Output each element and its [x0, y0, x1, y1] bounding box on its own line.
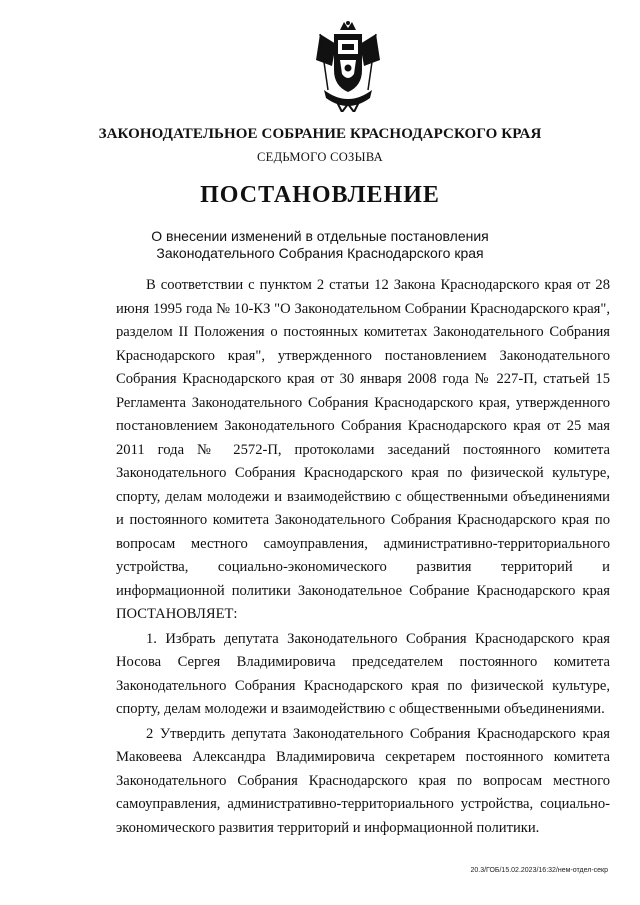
coat-of-arms-icon	[306, 20, 390, 112]
preamble-paragraph: В соответствии с пунктом 2 статьи 12 Закона Краснодарского края от 28 июня 1995 года № 10-КЗ "О Законодательном Собрании Краснодарского края", разделом II Положения о постоянных комитетах Законодательного Собрания Краснодарского края", утвержденного постановлением Законодательного Собрания Краснодарского края от 30 января 2008 года № 227-П, статьей 15 Регламента Законодательного Собрания Краснодарского края, утвержденного постановлением Законодательного Собрания Краснодарского края от 25 мая 2011 года № 2572-П, протоколами заседаний постоянного комитета Законодательного Собрания Краснодарского края по физической культуре, спорту, делам молодежи и взаимодействию с общественными объединениями и постоянного комитета Законодательного Собрания Краснодарского края по вопросам местного самоуправления, административно-территориального устройства, социально-экономического развития территорий и информационной политики Законодательное Собрание Краснодарского края ПОСТАНОВЛЯЕТ:	[116, 277, 610, 622]
organization-name: ЗАКОНОДАТЕЛЬНОЕ СОБРАНИЕ КРАСНОДАРСКОГО КРАЯ	[98, 126, 542, 142]
resolution-item-2: 2 Утвердить депутата Законодательного Собрания Краснодарского края Маковеева Александра Владимировича секретарем постоянного комитета Законодательного Собрания Краснодарского края по вопросам местного самоуправления, административно-территориального устройства, социально-экономического развития территорий и информационной политики.	[116, 725, 610, 836]
registration-stamp: 20.3/ГОБ/15.02.2023/16:32/нем-отдел-секр	[470, 867, 608, 874]
document-body	[116, 274, 610, 840]
resolution-item-1: 1. Избрать депутата Законодательного Собрания Краснодарского края Носова Сергея Владимировича председателем постоянного комитета Законодательного Собрания Краснодарского края по физической культуре, спорту, делам молодежи и взаимодействию с общественными объединениями.	[116, 630, 610, 717]
subject-line: О внесении изменений в отдельные постановления	[151, 228, 489, 244]
subject-line: Законодательного Собрания Краснодарского края	[156, 245, 484, 261]
document-subject	[0, 228, 640, 262]
document-title: ПОСТАНОВЛЕНИЕ	[200, 182, 440, 208]
convocation-label: СЕДЬМОГО СОЗЫВА	[257, 150, 383, 164]
